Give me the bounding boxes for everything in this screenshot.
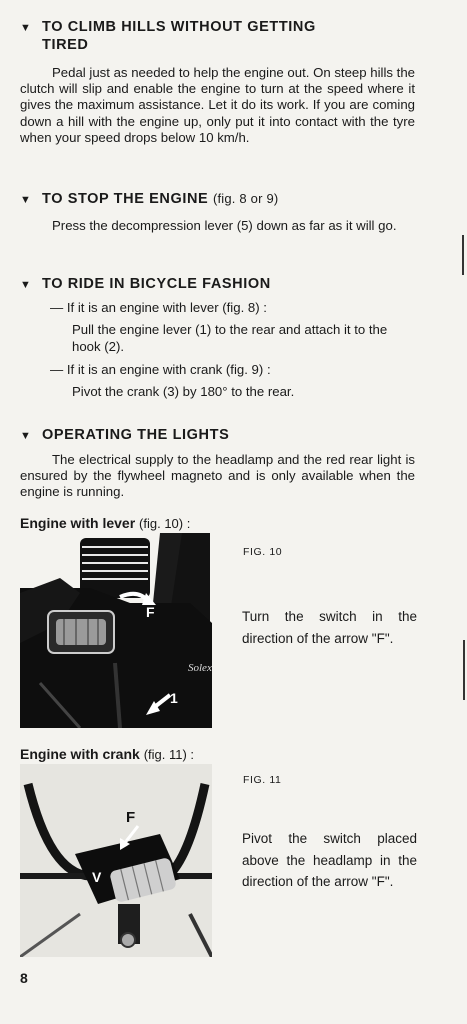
bicycle-item-lever-intro: — If it is an engine with lever (fig. 8) : [50,300,267,315]
heading-operating-lights: ▼ OPERATING THE LIGHTS [20,427,230,443]
lever-number-label: 1 [170,690,178,706]
brand-decal: Solex [188,662,212,674]
scan-edge-mark [463,640,465,700]
stop-engine-paragraph: Press the decompression lever (5) down as far as it will go. [52,218,397,233]
triangle-bullet-icon: ▼ [20,430,32,442]
operating-lights-paragraph: The electrical supply to the headlamp and the red rear light is ensured by the flywheel magneto and is only available when the engine is running. [20,452,415,500]
fig11-caption: Pivot the switch placed above the headlamp in the direction of the arrow "F". [242,831,417,889]
scan-edge-mark [462,235,464,275]
heading-stop-engine: ▼ TO STOP THE ENGINE (fig. 8 or 9) [20,191,279,207]
climb-hills-paragraph: Pedal just as needed to help the engine out. On steep hills the clutch will slip and enable the engine to turn at the speed where it gives the maximum assistance. Let it do its work. If you are coming down a hill with the engine up, only put it into contact with the tyre when your speed drops below 10 km/h. [20,65,415,145]
bicycle-item-crank-text: Pivot the crank (3) by 180° to the rear. [72,384,295,399]
triangle-bullet-icon: ▼ [20,22,32,34]
arrow-f-label: F [146,604,155,620]
arrow-f-label: F [126,809,136,826]
heading-climb-hills: ▼ TO CLIMB HILLS WITHOUT GETTING TIRED [20,19,316,53]
page-number: 8 [20,970,28,986]
engine-lever-illustration [20,533,212,728]
triangle-bullet-icon: ▼ [20,279,32,291]
fig10-subheading: Engine with lever (fig. 10) : [20,515,191,531]
fig10-photo [20,533,212,728]
fig11-photo [20,764,212,957]
triangle-bullet-icon: ▼ [20,194,32,206]
fig11-subheading: Engine with crank (fig. 11) : [20,746,195,762]
engine-crank-illustration [20,764,212,957]
fig11-label: FIG. 11 [243,774,282,786]
switch-v-label: V [92,869,102,885]
heading-bicycle-fashion: ▼ TO RIDE IN BICYCLE FASHION [20,276,271,292]
bicycle-item-crank-intro: — If it is an engine with crank (fig. 9) : [50,362,271,377]
fig10-label: FIG. 10 [243,546,283,558]
bicycle-item-lever-text: Pull the engine lever (1) to the rear and attach it to the hook (2). [72,322,388,354]
fig10-caption: Turn the switch in the direction of the arrow "F". [242,609,417,646]
